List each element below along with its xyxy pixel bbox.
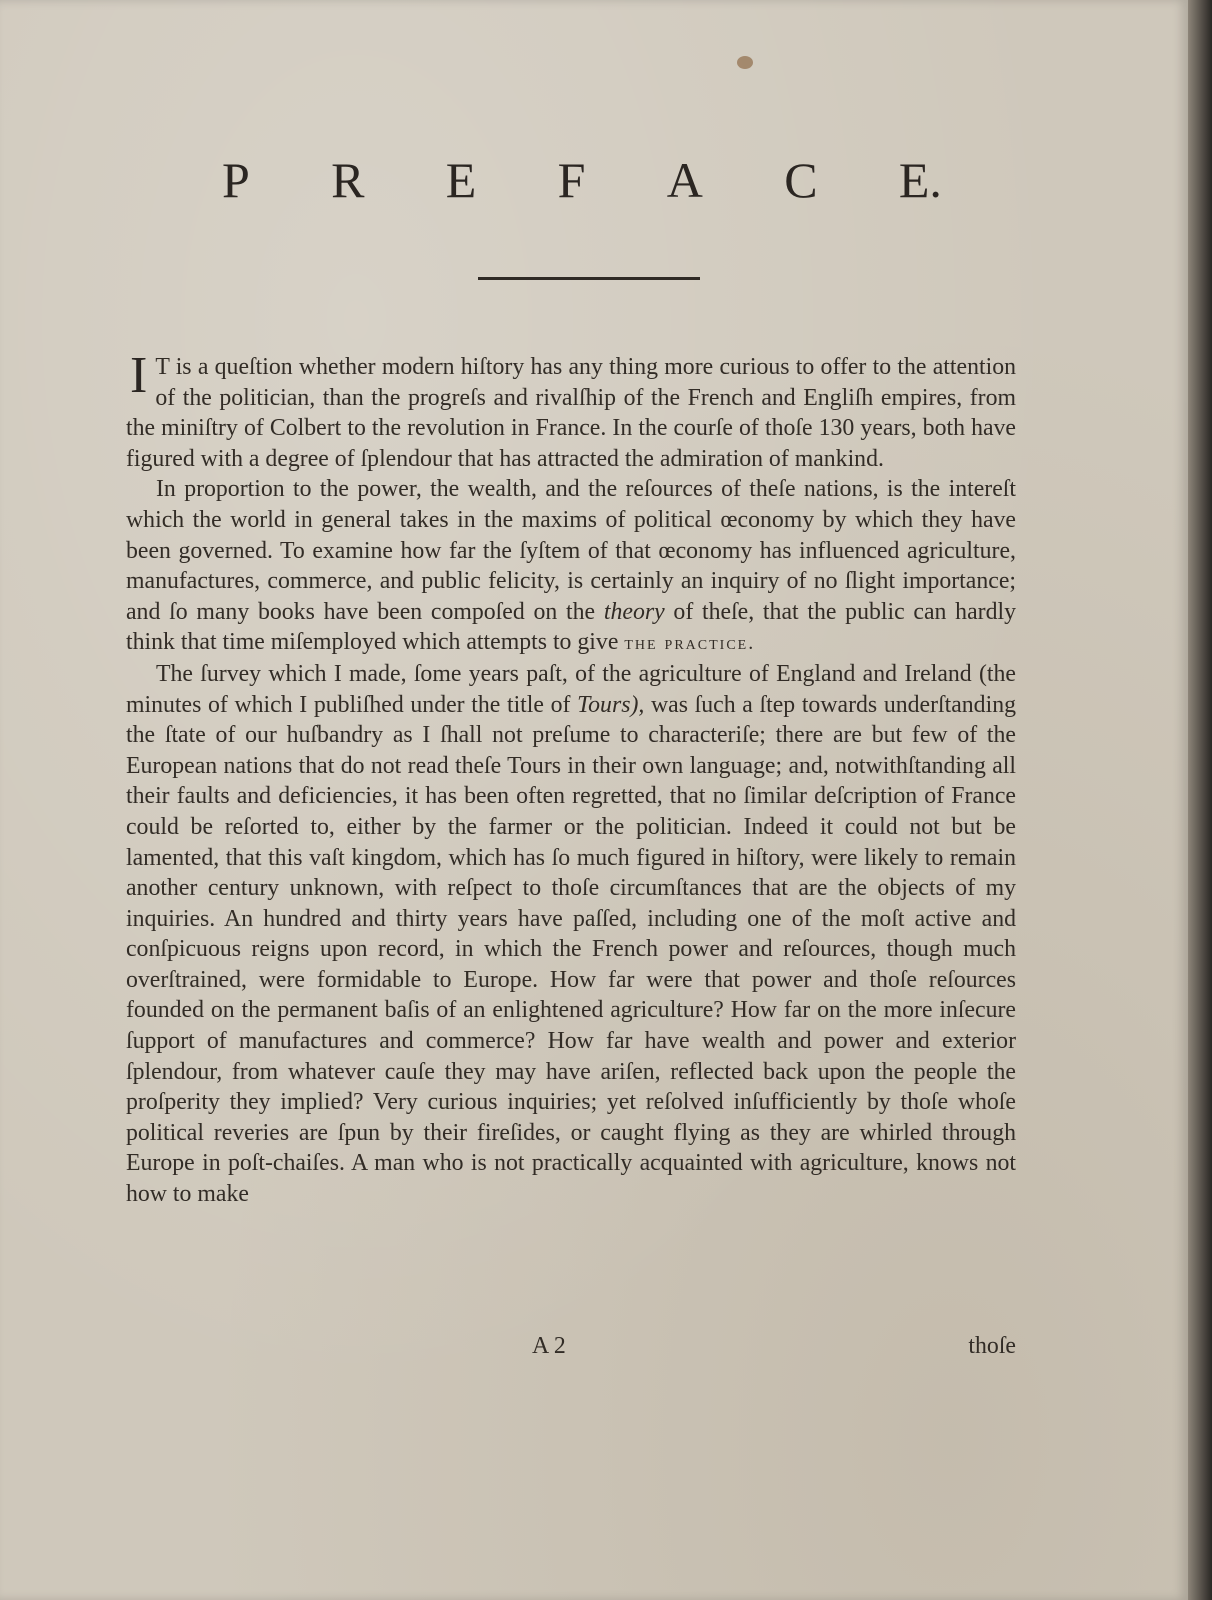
paragraph-3-text-b: was ſuch a ſtep towards underſtanding the ſtate of our huſbandry as I ſhall not preſume to characteriſe; there are but few of the European nations that do not read theſe Tours in their own language; and, notwithſtanding all their faults and deficiencies, it has been often regretted, that no ſimilar deſcription of France could be reſorted to, either by the farmer or the politician. Indeed it could not but be lamented, that this vaſt kingdom, which has ſo much figured in hiſtory, were likely to remain another century unknown, with reſpect to thoſe circumſtances that are the objects of my inquiries. An hundred and thirty years have paſſed, including one of the moſt active and conſpicuous reigns upon record, in which the French power and reſources, though much overſtrained, were formidable to Europe. How far were that power and thoſe reſources founded on the permanent baſis of an enlightened agriculture? How far on the more inſecure ſupport of manufactures and commerce? How far have wealth and power and exterior ſplendour, from whatever cauſe they may have ariſen, reflected back upon the people the proſperity they implied? Very curious inquiries; yet reſolved inſufficiently by thoſe whoſe political reveries are ſpun by their fireſides, or caught flying as they are whirled through Europe in poſt-chaiſes. A man who is not practically acquainted with agriculture, knows not how to make — [126, 691, 1016, 1208]
title-letter: R — [331, 152, 365, 208]
emphasis-tours: Tours), — [577, 691, 645, 718]
paragraph-2-text-b: of theſe, that the public can hardly think that time miſemployed which attempts to give — [126, 598, 1016, 656]
paragraph-1 — [126, 347, 1016, 474]
title-letter: P — [222, 152, 250, 208]
title-letter: E — [445, 152, 477, 208]
paragraph-3 — [126, 659, 1016, 1210]
signature-mark: A 2 — [532, 1333, 566, 1359]
page-title — [222, 150, 942, 210]
paragraph-2 — [126, 474, 1016, 659]
page-edge — [1188, 0, 1212, 1600]
page-footer — [126, 1333, 1016, 1363]
title-letter: A — [666, 152, 703, 208]
ink-stain — [737, 56, 753, 69]
drop-cap: I — [130, 347, 148, 404]
paragraph-2-text-a: In proportion to the power, the wealth, and the reſources of theſe nations, is the intereſt which the world in general takes in the maxims of political œconomy by which they have been governed. To examine how far the ſyſtem of that œconomy has influenced agriculture, manufactures, commerce, and public felicity, is certainly an inquiry of no ſlight importance; and ſo many books have been compoſed on the — [126, 476, 1016, 625]
catchword: thoſe — [968, 1333, 1016, 1359]
title-letter: F — [557, 152, 586, 208]
emphasis-theory: theory — [603, 598, 665, 625]
body-text — [126, 347, 1016, 1210]
small-caps-practice: the practice. — [624, 632, 756, 655]
title-letter: E. — [898, 152, 942, 208]
title-rule — [478, 277, 700, 280]
paragraph-3-text-a: The ſurvey which I made, ſome years paſt, of the agriculture of England and Ireland (the minutes of which I publiſhed under the title of — [126, 660, 1016, 718]
paragraph-1-text: T is a queſtion whether modern hiſtory has any thing more curious to offer to the attention of the politician, than the progreſs and rivalſhip of the French and Engliſh empires, from the miniſtry of Colbert to the revolution in France. In the courſe of thoſe 130 years, both have figured with a degree of ſplendour that has attracted the admiration of mankind. — [126, 354, 1016, 472]
title-letter: C — [784, 152, 818, 208]
